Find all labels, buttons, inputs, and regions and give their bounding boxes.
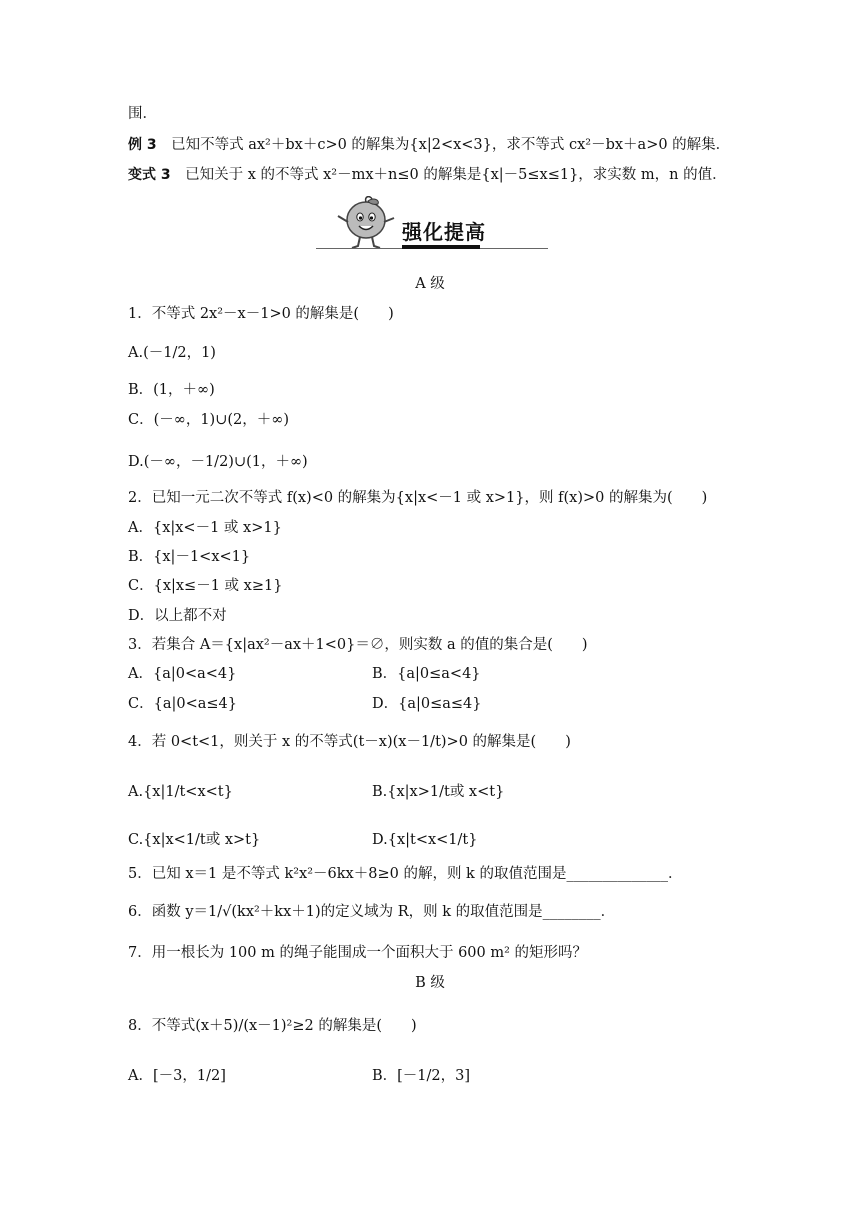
question-8: 8．不等式(x＋5)/(x－1)²≥2 的解集是( )	[128, 1018, 417, 1034]
level-a-heading: A 级	[415, 276, 445, 292]
apple-mascot-icon	[334, 196, 398, 250]
variant-label: 变式 3	[128, 167, 171, 183]
question-6: 6．函数 y＝1/√(kx²＋kx＋1)的定义域为 R，则 k 的取值范围是________．	[128, 904, 616, 920]
variant-3	[128, 165, 727, 185]
question-5: 5．已知 x＝1 是不等式 k²x²－6kx＋8≥0 的解，则 k 的取值范围是______________．	[128, 866, 683, 882]
text-line: 围．	[128, 106, 157, 122]
q3-option-d: D．{a|0≤a≤4}	[372, 696, 482, 712]
question-3: 3．若集合 A＝{x|ax²－ax＋1<0}＝∅，则实数 a 的值的集合是( )	[128, 637, 588, 653]
q3-option-b: B．{a|0≤a<4}	[372, 666, 481, 682]
q2-option-d: D．以上都不对	[128, 608, 227, 624]
q1-option-d: D.(－∞，－1/2)∪(1，＋∞)	[128, 454, 308, 470]
level-b-heading: B 级	[415, 975, 445, 991]
title-underline	[402, 245, 480, 249]
q3-option-c: C．{a|0<a≤4}	[128, 696, 237, 712]
section-header	[310, 196, 550, 256]
section-title: 强化提高	[402, 220, 486, 244]
question-7: 7．用一根长为 100 m 的绳子能围成一个面积大于 600 m² 的矩形吗？	[128, 945, 588, 961]
q4-option-c: C.{x|x<1/t或 x>t}	[128, 832, 261, 848]
q1-option-c: C．(－∞，1)∪(2，＋∞)	[128, 412, 289, 428]
q1-option-b: B．(1，＋∞)	[128, 382, 215, 398]
example-text: 已知不等式 ax²＋bx＋c>0 的解集为{x|2<x<3}，求不等式 cx²－bx＋a>0 的解集．	[156, 137, 731, 153]
q2-option-b: B．{x|－1<x<1}	[128, 549, 251, 565]
q8-option-a: A．[－3，1/2]	[128, 1068, 226, 1084]
q4-option-d: D.{x|t<x<1/t}	[372, 832, 478, 848]
variant-text: 已知关于 x 的不等式 x²－mx＋n≤0 的解集是{x|－5≤x≤1}，求实数 m，n 的值．	[170, 167, 727, 183]
q2-option-a: A．{x|x<－1 或 x>1}	[128, 520, 282, 536]
question-1: 1．不等式 2x²－x－1>0 的解集是( )	[128, 306, 394, 322]
q4-option-a: A.{x|1/t<x<t}	[128, 784, 233, 800]
q8-option-b: B．[－1/2，3]	[372, 1068, 471, 1084]
q3-option-a: A．{a|0<a<4}	[128, 666, 237, 682]
question-2: 2．已知一元二次不等式 f(x)<0 的解集为{x|x<－1 或 x>1}，则 f(x)>0 的解集为( )	[128, 490, 708, 506]
q4-option-b: B.{x|x>1/t或 x<t}	[372, 784, 505, 800]
example-3	[128, 135, 730, 155]
q1-option-a: A.(－1/2，1)	[128, 345, 216, 361]
question-4: 4．若 0<t<1，则关于 x 的不等式(t－x)(x－1/t)>0 的解集是( )	[128, 734, 571, 750]
q2-option-c: C．{x|x≤－1 或 x≥1}	[128, 578, 283, 594]
example-label: 例 3	[128, 137, 157, 153]
